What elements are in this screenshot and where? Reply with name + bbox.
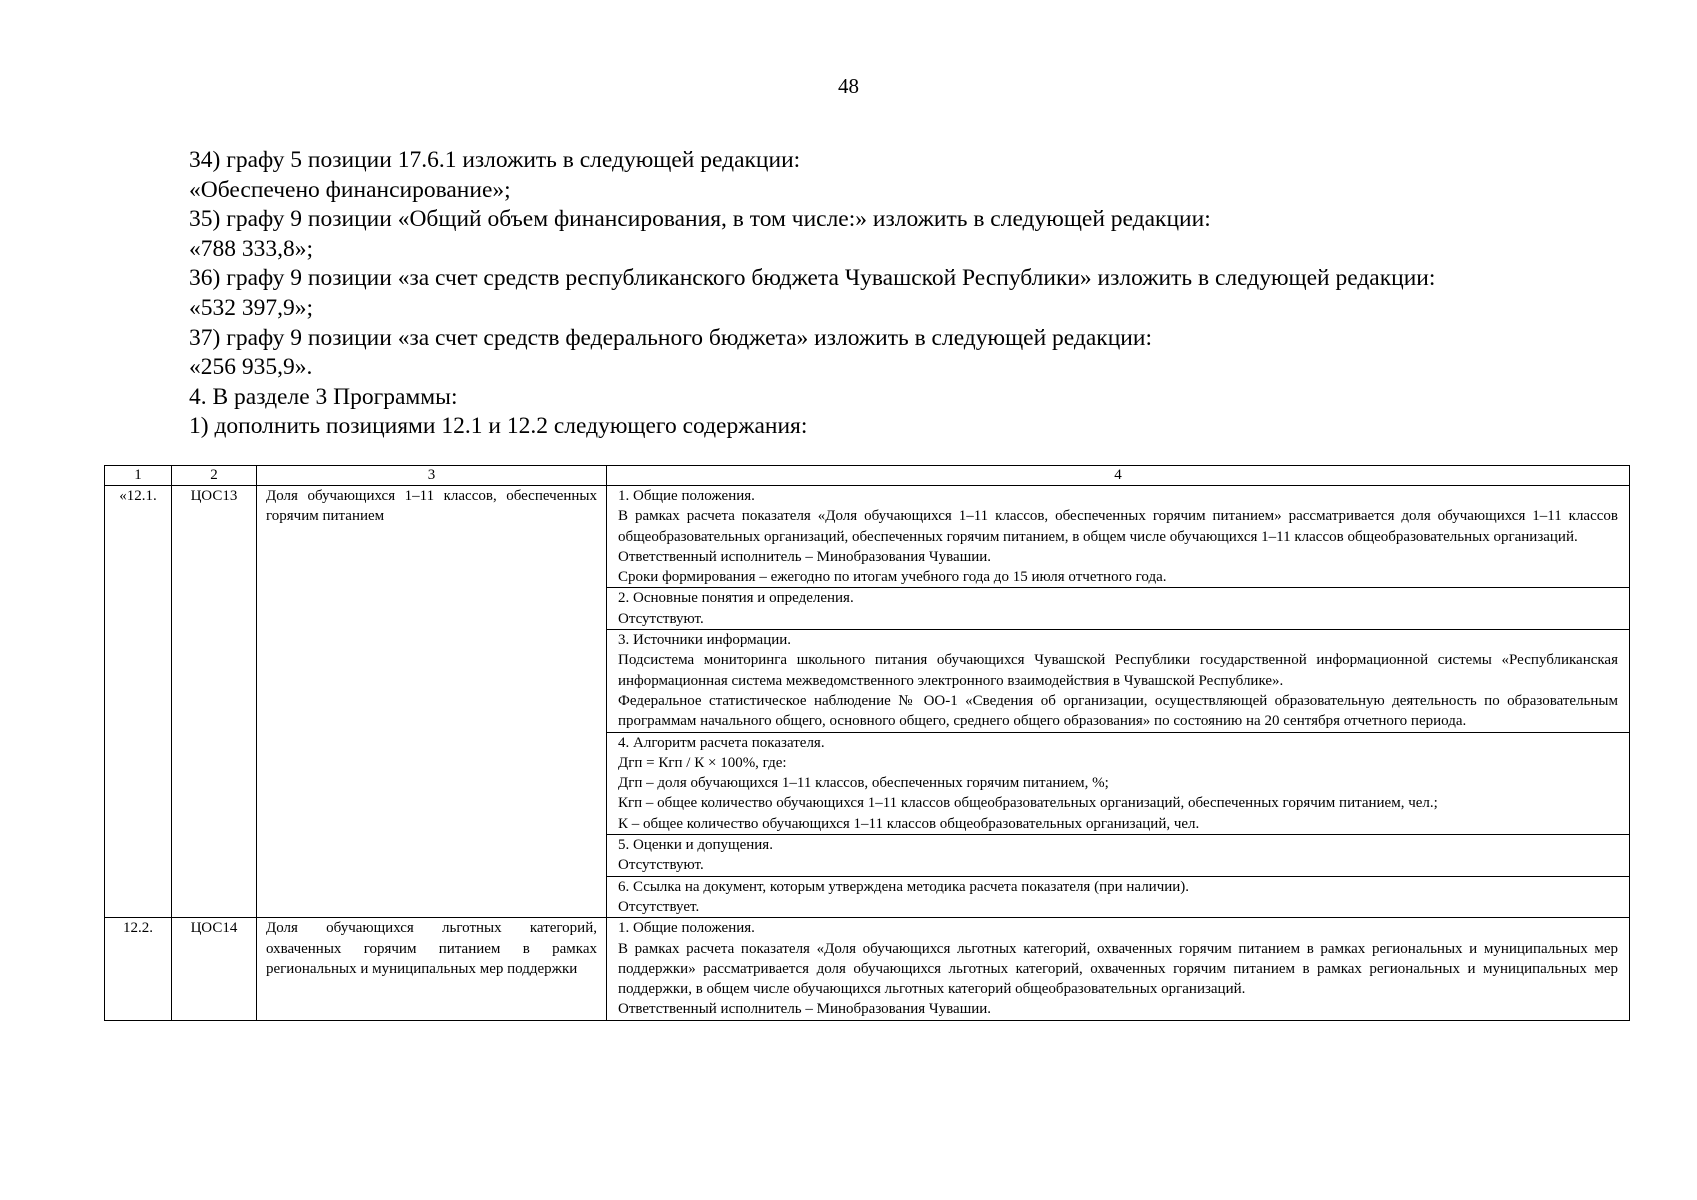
table-row xyxy=(105,918,1630,1020)
indicators-table xyxy=(104,465,1630,1021)
methodology-section xyxy=(607,835,1630,877)
page-number: 48 xyxy=(838,74,859,98)
intro-line: 36) графу 9 позиции «за счет средств республиканского бюджета Чувашской Республики» изложить в следующей редакции: xyxy=(189,265,1436,292)
section-text: В рамках расчета показателя «Доля обучающихся льготных категорий, охваченных горячим питанием в рамках региональных и муниципальных мер поддержки» рассматривается доля обучающихся льготных категорий, охваченных горячим питанием в рамках региональных и муниципальных мер поддержки, в общем числе обучающихся льготных категорий общеобразовательных организаций. xyxy=(618,940,1618,998)
section-text: 6. Ссылка на документ, которым утверждена методика расчета показателя (при наличии). xyxy=(618,878,1190,895)
intro-line: «Обеспечено финансирование»; xyxy=(189,176,511,203)
section-text: Ответственный исполнитель – Минобразования Чувашии. xyxy=(618,1001,992,1018)
methodology-section xyxy=(607,486,1630,588)
intro-text xyxy=(189,146,1649,442)
intro-line: «532 397,9»; xyxy=(189,294,314,321)
position-number: «12.1. xyxy=(105,486,172,918)
section-text: Федеральное статистическое наблюдение № ОО-1 «Сведения об организации, осуществляющей образовательную деятельность по образовательным программам начального общего, основного общего, среднего общего образования» по состоянию на 20 сентября отчетного периода. xyxy=(618,692,1618,730)
table-row xyxy=(105,486,1630,588)
indicator-name: Доля обучающихся льготных категорий, охваченных горячим питанием в рамках региональных и муниципальных мер поддержки xyxy=(257,918,607,1020)
methodology-section xyxy=(607,918,1630,1020)
section-text: Кгп – общее количество обучающихся 1–11 классов общеобразовательных организаций, обеспеченных горячим питанием, чел.; xyxy=(618,795,1438,812)
methodology-section xyxy=(607,630,1630,732)
section-text: Дгп – доля обучающихся 1–11 классов, обеспеченных горячим питанием, %; xyxy=(618,775,1109,792)
section-text: Отсутствует. xyxy=(618,898,700,915)
section-text: Отсутствуют. xyxy=(618,857,704,874)
intro-line: 34) графу 5 позиции 17.6.1 изложить в следующей редакции: xyxy=(189,147,801,173)
indicator-code: ЦОС14 xyxy=(172,918,257,1020)
intro-line: «256 935,9». xyxy=(189,354,313,381)
section-text: В рамках расчета показателя «Доля обучающихся 1–11 классов, обеспеченных горячим питанием» рассматривается доля обучающихся 1–11 классов общеобразовательных организаций, обеспеченных горячим питанием, в общем числе обучающихся 1–11 классов общеобразовательных организаций. xyxy=(618,508,1618,545)
column-header: 1 xyxy=(105,466,172,486)
section-text: 5. Оценки и допущения. xyxy=(618,837,773,854)
methodology-section xyxy=(607,588,1630,630)
column-header: 2 xyxy=(172,466,257,486)
methodology-section xyxy=(607,876,1630,918)
section-text: Сроки формирования – ежегодно по итогам учебного года до 15 июля отчетного года. xyxy=(618,569,1167,586)
intro-line: 35) графу 9 позиции «Общий объем финансирования, в том числе:» изложить в следующей редакции: xyxy=(189,206,1211,233)
section-text: 2. Основные понятия и определения. xyxy=(618,590,854,607)
section-text: К – общее количество обучающихся 1–11 классов общеобразовательных организаций, чел. xyxy=(618,815,1200,832)
intro-line: 4. В разделе 3 Программы: xyxy=(189,383,458,410)
intro-line: 1) дополнить позициями 12.1 и 12.2 следующего содержания: xyxy=(189,413,808,440)
section-text: 1. Общие положения. xyxy=(618,920,755,937)
section-text: Подсистема мониторинга школьного питания обучающихся Чувашской Республики государственной информационной системы «Республиканская информационная система межведомственного электронного взаимодействия в Чувашской Республике». xyxy=(618,652,1618,689)
column-header: 4 xyxy=(607,466,1630,486)
section-text: 1. Общие положения. xyxy=(618,488,755,504)
indicator-code: ЦОС13 xyxy=(172,486,257,918)
section-text: 3. Источники информации. xyxy=(618,632,792,649)
column-header: 3 xyxy=(257,466,607,486)
position-number: 12.2. xyxy=(105,918,172,1020)
table-header-row xyxy=(105,466,1630,486)
intro-line: «788 333,8»; xyxy=(189,235,314,262)
section-text: 4. Алгоритм расчета показателя. xyxy=(618,734,825,751)
methodology-section xyxy=(607,732,1630,834)
intro-line: 37) графу 9 позиции «за счет средств федерального бюджета» изложить в следующей редакции: xyxy=(189,324,1152,351)
indicator-name: Доля обучающихся 1–11 классов, обеспеченных горячим питанием xyxy=(257,486,607,918)
section-text: Ответственный исполнитель – Минобразования Чувашии. xyxy=(618,548,992,565)
section-text: Отсутствуют. xyxy=(618,610,704,627)
section-text: Дгп = Кгп / К × 100%, где: xyxy=(618,754,787,771)
